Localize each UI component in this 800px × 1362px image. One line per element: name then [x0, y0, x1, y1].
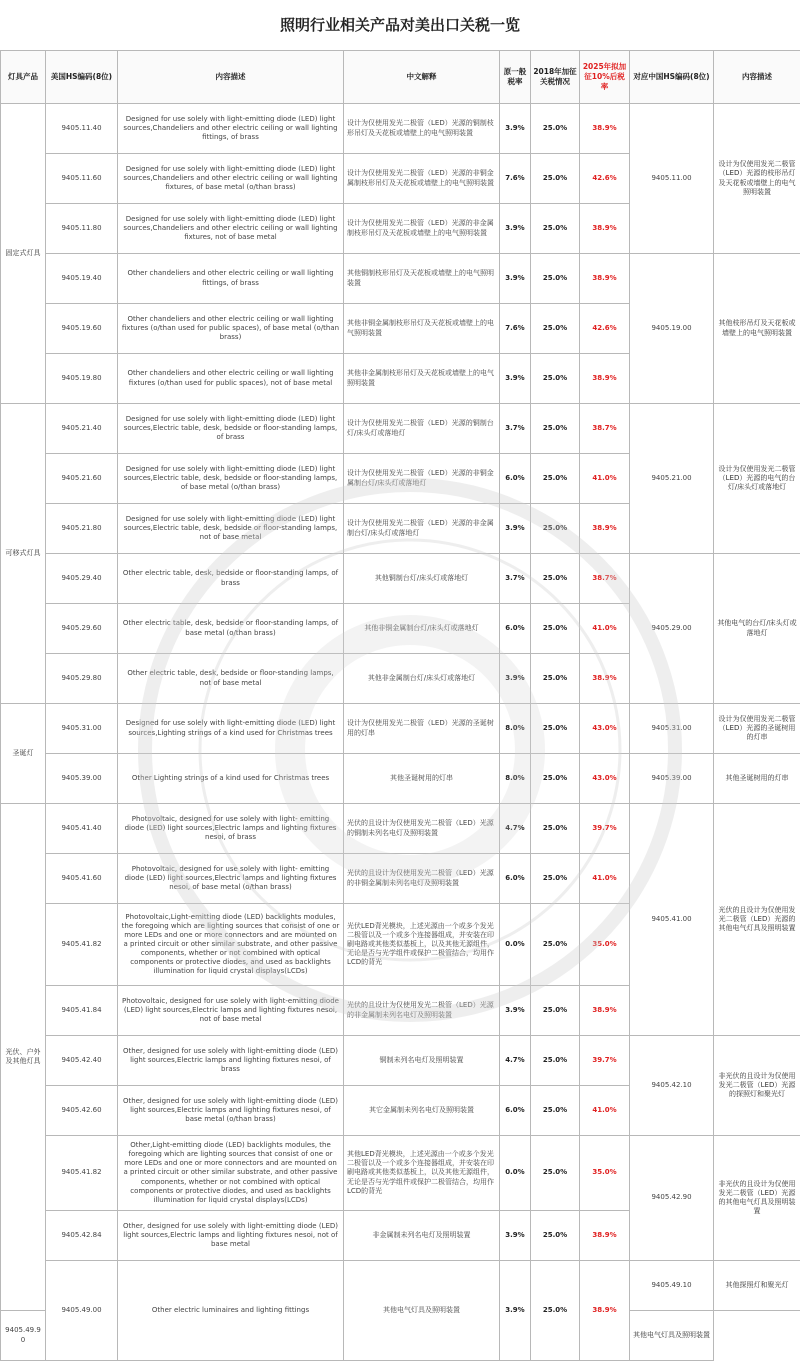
cn-description: 其他圣诞树用的灯串: [714, 754, 800, 804]
base-rate: 6.0%: [500, 454, 531, 504]
us-hs-code: 9405.41.82: [46, 1136, 118, 1211]
table-row: [1, 754, 800, 804]
zh-description: 其他非铜金属制台灯/床头灯或落地灯: [344, 604, 500, 654]
en-description: Other, designed for use solely with light-emitting diode (LED) light sources,Electric lamps and lighting fixtures nesoi, not of base metal: [118, 1211, 344, 1261]
cn-description: 非光伏的且设计为仅使用发光二极管（LED）光源的探照灯和聚光灯: [714, 1036, 800, 1136]
en-description: Designed for use solely with light-emitting diode (LED) light sources,Electric table, desk, bedside or floor-standing lamps, not of base metal: [118, 504, 344, 554]
base-rate: 3.9%: [500, 504, 531, 554]
us-hs-code: 9405.19.80: [46, 354, 118, 404]
en-description: Photovoltaic, designed for use solely with light- emitting diode (LED) light sources,Electric lamps and lighting fixtures nesoi, of base metal (o/than brass): [118, 854, 344, 904]
tariff-2025: 41.0%: [580, 854, 630, 904]
header-base-rate: 原一般税率: [500, 51, 531, 104]
cn-description: 设计为仅使用发光二极管（LED）光源的电气的台灯/床头灯或落地灯: [714, 404, 800, 554]
table-row: [1, 104, 800, 154]
table-row: [1, 554, 800, 604]
us-hs-code: 9405.21.40: [46, 404, 118, 454]
en-description: Designed for use solely with light-emitting diode (LED) light sources,Chandeliers and other electric ceiling or wall lighting fittings, of brass: [118, 104, 344, 154]
tariff-2025: 38.7%: [580, 554, 630, 604]
us-hs-code: 9405.42.40: [46, 1036, 118, 1086]
zh-description: 其他非铜金属制枝形吊灯及天花板或墙壁上的电气照明装置: [344, 304, 500, 354]
tariff-2018: 25.0%: [531, 754, 580, 804]
en-description: Other chandeliers and other electric ceiling or wall lighting fixtures (o/than used for public spaces), not of base metal: [118, 354, 344, 404]
us-hs-code: 9405.29.40: [46, 554, 118, 604]
tariff-2018: 25.0%: [531, 404, 580, 454]
zh-description: 光伏的且设计为仅使用发光二极管（LED）光源的非金属制未列名电灯及照明装置: [344, 986, 500, 1036]
base-rate: 3.9%: [500, 986, 531, 1036]
cn-hs-code: 9405.29.00: [630, 554, 714, 704]
base-rate: 7.6%: [500, 154, 531, 204]
base-rate: 0.0%: [500, 1136, 531, 1211]
en-description: Designed for use solely with light-emitting diode (LED) light sources,Electric table, desk, bedside or floor-standing lamps, of brass: [118, 404, 344, 454]
page-title: 照明行业相关产品对美出口关税一览: [279, 16, 520, 34]
tariff-2018: 25.0%: [531, 604, 580, 654]
header-category: 灯具产品: [1, 51, 46, 104]
en-description: Other,Light-emitting diode (LED) backlights modules, the foregoing which are lighting sources that consist of one or more LEDs and one or more connectors and are mounted on a printed circuit or other similar substrate, and other passive components, whether or not combined with optical components or protective diodes, and used as backlights illumination for liquid crystal displays(LCDs): [118, 1136, 344, 1211]
zh-description: 其它金属制未列名电灯及照明装置: [344, 1086, 500, 1136]
base-rate: 6.0%: [500, 1086, 531, 1136]
table-row: [1, 1036, 800, 1086]
header-cn-desc: 内容描述: [714, 51, 800, 104]
tariff-2025: 39.7%: [580, 1036, 630, 1086]
zh-description: 设计为仅使用发光二极管（LED）光源的非金属制台灯/床头灯或落地灯: [344, 504, 500, 554]
tariff-2018: 25.0%: [531, 1136, 580, 1211]
base-rate: 8.0%: [500, 704, 531, 754]
base-rate: 3.9%: [500, 254, 531, 304]
en-description: Other electric table, desk, bedside or floor-standing lamps, of base metal (o/than brass): [118, 604, 344, 654]
cn-hs-code: 9405.42.10: [630, 1036, 714, 1136]
en-description: Designed for use solely with light-emitting diode (LED) light sources,Chandeliers and other electric ceiling or wall lighting fixtures, of base metal (o/than brass): [118, 154, 344, 204]
us-hs-code: 9405.49.00: [46, 1261, 118, 1361]
category-cell: 固定式灯具: [1, 104, 46, 404]
en-description: Other electric table, desk, bedside or floor-standing lamps, not of base metal: [118, 654, 344, 704]
cn-hs-code: 9405.31.00: [630, 704, 714, 754]
table-row: [1, 704, 800, 754]
category-cell: 圣诞灯: [1, 704, 46, 804]
base-rate: 3.7%: [500, 404, 531, 454]
base-rate: 8.0%: [500, 754, 531, 804]
tariff-2018: 25.0%: [531, 504, 580, 554]
tariff-2025: 38.9%: [580, 204, 630, 254]
en-description: Photovoltaic, designed for use solely with light-emitting diode (LED) light sources,Electric lamps and lighting fixtures nesoi, not of base metal: [118, 986, 344, 1036]
us-hs-code: 9405.11.40: [46, 104, 118, 154]
tariff-2025: 38.9%: [580, 104, 630, 154]
us-hs-code: 9405.41.60: [46, 854, 118, 904]
cn-hs-code: 9405.42.90: [630, 1136, 714, 1261]
cn-description: 设计为仅使用发光二极管（LED）光源的圣诞树用的灯串: [714, 704, 800, 754]
us-hs-code: 9405.41.82: [46, 904, 118, 986]
tariff-2018: 25.0%: [531, 704, 580, 754]
en-description: Photovoltaic, designed for use solely with light- emitting diode (LED) light sources,Electric lamps and lighting fixtures nesoi, of brass: [118, 804, 344, 854]
header-desc: 内容描述: [118, 51, 344, 104]
tariff-2025: 38.9%: [580, 654, 630, 704]
table-row: [1, 1136, 800, 1211]
en-description: Other chandeliers and other electric ceiling or wall lighting fittings, of brass: [118, 254, 344, 304]
base-rate: 3.9%: [500, 1261, 531, 1361]
en-description: Designed for use solely with light-emitting diode (LED) light sources,Chandeliers and other electric ceiling or wall lighting fixtures, not of base metal: [118, 204, 344, 254]
base-rate: 4.7%: [500, 804, 531, 854]
cn-description: 其他电气灯具及照明装置: [630, 1311, 714, 1361]
zh-description: 设计为仅使用发光二极管（LED）光源的非铜金属制枝形吊灯及天花板或墙壁上的电气照明装置: [344, 154, 500, 204]
tariff-2018: 25.0%: [531, 204, 580, 254]
tariff-2018: 25.0%: [531, 254, 580, 304]
zh-description: 设计为仅使用发光二极管（LED）光源的圣诞树用的灯串: [344, 704, 500, 754]
en-description: Other Lighting strings of a kind used for Christmas trees: [118, 754, 344, 804]
base-rate: 3.9%: [500, 1211, 531, 1261]
us-hs-code: 9405.21.80: [46, 504, 118, 554]
cn-hs-code: 9405.19.00: [630, 254, 714, 404]
table-row: [1, 404, 800, 454]
tariff-2025: 35.0%: [580, 1136, 630, 1211]
cn-description: 非光伏的且设计为仅使用发光二极管（LED）光源的其他电气灯具及照明装置: [714, 1136, 800, 1261]
base-rate: 3.9%: [500, 204, 531, 254]
en-description: Other, designed for use solely with light-emitting diode (LED) light sources,Electric lamps and lighting fixtures nesoi, of base metal (o/than brass): [118, 1086, 344, 1136]
tariff-2018: 25.0%: [531, 804, 580, 854]
tariff-2025: 38.9%: [580, 254, 630, 304]
zh-description: 设计为仅使用发光二极管（LED）光源的非铜金属制台灯/床头灯或落地灯: [344, 454, 500, 504]
tariff-2018: 25.0%: [531, 554, 580, 604]
tariff-2018: 25.0%: [531, 454, 580, 504]
us-hs-code: 9405.19.40: [46, 254, 118, 304]
zh-description: 其他LED背光模块，上述光源由一个或多个发光二极管以及一个或多个连接器组成，并安装在印刷电路或其他类似基板上，以及其他无源组件，无论是否与光学组件或保护二极管结合，均用作LCD的背光: [344, 1136, 500, 1211]
zh-description: 铜制未列名电灯及照明装置: [344, 1036, 500, 1086]
base-rate: 3.7%: [500, 554, 531, 604]
cn-description: 光伏的且设计为仅使用发光二极管（LED）光源的其他电气灯具及照明装置: [714, 804, 800, 1036]
en-description: Other chandeliers and other electric ceiling or wall lighting fixtures (o/than used for public spaces), of base metal (o/than brass): [118, 304, 344, 354]
en-description: Designed for use solely with light-emitting diode (LED) light sources,Lighting strings of a kind used for Christmas trees: [118, 704, 344, 754]
cn-hs-code: 9405.21.00: [630, 404, 714, 554]
tariff-2018: 25.0%: [531, 154, 580, 204]
category-cell: 光伏、户外及其他灯具: [1, 804, 46, 1311]
table-row: [1, 804, 800, 854]
zh-description: 其他非金属制枝形吊灯及天花板或墙壁上的电气照明装置: [344, 354, 500, 404]
tariff-2025: 41.0%: [580, 1086, 630, 1136]
us-hs-code: 9405.29.80: [46, 654, 118, 704]
zh-description: 其他铜制台灯/床头灯或落地灯: [344, 554, 500, 604]
zh-description: 非金属制未列名电灯及照明装置: [344, 1211, 500, 1261]
tariff-2018: 25.0%: [531, 654, 580, 704]
tariff-2018: 25.0%: [531, 1086, 580, 1136]
header-cn-hs: 对应中国HS编码(8位): [630, 51, 714, 104]
us-hs-code: 9405.42.84: [46, 1211, 118, 1261]
zh-description: 其他电气灯具及照明装置: [344, 1261, 500, 1361]
cn-hs-code: 9405.49.90: [1, 1311, 46, 1361]
category-cell: 可移式灯具: [1, 404, 46, 704]
base-rate: 0.0%: [500, 904, 531, 986]
zh-description: 设计为仅使用发光二极管（LED）光源的铜制枝形吊灯及天花板或墙壁上的电气照明装置: [344, 104, 500, 154]
zh-description: 其他非金属制台灯/床头灯或落地灯: [344, 654, 500, 704]
tariff-2025: 38.9%: [580, 1211, 630, 1261]
zh-description: 其他铜制枝形吊灯及天花板或墙壁上的电气照明装置: [344, 254, 500, 304]
tariff-2025: 43.0%: [580, 704, 630, 754]
tariff-2025: 38.9%: [580, 986, 630, 1036]
tariff-2018: 25.0%: [531, 854, 580, 904]
tariff-2025: 41.0%: [580, 454, 630, 504]
tariff-2018: 25.0%: [531, 304, 580, 354]
en-description: Designed for use solely with light-emitting diode (LED) light sources,Electric table, desk, bedside or floor-standing lamps, of base metal (o/than brass): [118, 454, 344, 504]
base-rate: 4.7%: [500, 1036, 531, 1086]
zh-description: 设计为仅使用发光二极管（LED）光源的铜制台灯/床头灯或落地灯: [344, 404, 500, 454]
us-hs-code: 9405.41.40: [46, 804, 118, 854]
tariff-2025: 41.0%: [580, 604, 630, 654]
zh-description: 光伏的且设计为仅使用发光二极管（LED）光源的铜制未列名电灯及照明装置: [344, 804, 500, 854]
tariff-2025: 38.7%: [580, 404, 630, 454]
base-rate: 6.0%: [500, 604, 531, 654]
cn-hs-code: 9405.11.00: [630, 104, 714, 254]
us-hs-code: 9405.11.60: [46, 154, 118, 204]
tariff-2018: 25.0%: [531, 1261, 580, 1361]
cn-hs-code: 9405.39.00: [630, 754, 714, 804]
us-hs-code: 9405.29.60: [46, 604, 118, 654]
tariff-2025: 35.0%: [580, 904, 630, 986]
tariff-2025: 38.9%: [580, 354, 630, 404]
base-rate: 6.0%: [500, 854, 531, 904]
us-hs-code: 9405.19.60: [46, 304, 118, 354]
header-zh: 中文解释: [344, 51, 500, 104]
us-hs-code: 9405.31.00: [46, 704, 118, 754]
tariff-2025: 38.9%: [580, 504, 630, 554]
cn-description: 其他枝形吊灯及天花板或墙壁上的电气照明装置: [714, 254, 800, 404]
tariff-2018: 25.0%: [531, 354, 580, 404]
header-2025: 2025年拟加征10%后税率: [580, 51, 630, 104]
zh-description: 其他圣诞树用的灯串: [344, 754, 500, 804]
tariff-2025: 39.7%: [580, 804, 630, 854]
zh-description: 光伏LED背光模块，上述光源由一个或多个发光二极管以及一个或多个连接器组成，并安装在印刷电路或其他类似基板上，以及其他无源组件，无论是否与光学组件或保护二极管结合，均用作LCD的背光: [344, 904, 500, 986]
tariff-2025: 42.6%: [580, 154, 630, 204]
table-row: [1, 1261, 800, 1311]
us-hs-code: 9405.11.80: [46, 204, 118, 254]
tariff-2025: 43.0%: [580, 754, 630, 804]
base-rate: 3.9%: [500, 104, 531, 154]
tariff-2018: 25.0%: [531, 104, 580, 154]
tariff-2025: 38.9%: [580, 1261, 630, 1361]
tariff-2018: 25.0%: [531, 904, 580, 986]
us-hs-code: 9405.41.84: [46, 986, 118, 1036]
zh-description: 光伏的且设计为仅使用发光二极管（LED）光源的非铜金属制未列名电灯及照明装置: [344, 854, 500, 904]
en-description: Other, designed for use solely with light-emitting diode (LED) light sources,Electric lamps and lighting fixtures nesoi, of brass: [118, 1036, 344, 1086]
zh-description: 设计为仅使用发光二极管（LED）光源的非金属制枝形吊灯及天花板或墙壁上的电气照明装置: [344, 204, 500, 254]
us-hs-code: 9405.42.60: [46, 1086, 118, 1136]
table-row: [1, 254, 800, 304]
cn-description: 其他探照灯和聚光灯: [714, 1261, 800, 1311]
base-rate: 3.9%: [500, 354, 531, 404]
cn-description: 设计为仅使用发光二极管（LED）光源的枝形吊灯及天花板或墙壁上的电气照明装置: [714, 104, 800, 254]
header-2018: 2018年加征关税情况: [531, 51, 580, 104]
header-us-hs: 美国HS编码(8位): [46, 51, 118, 104]
tariff-2025: 42.6%: [580, 304, 630, 354]
en-description: Photovoltaic,Light-emitting diode (LED) backlights modules, the foregoing which are lighting sources that consist of one or more LEDs and one or more connectors and are mounted on a printed circuit or other similar substrate, and other passive components, whether or not combined with optical components or protective diodes, and used as backlights illumination for liquid crystal displays(LCDs): [118, 904, 344, 986]
cn-hs-code: 9405.49.10: [630, 1261, 714, 1311]
cn-description: 其他电气的台灯/床头灯或落地灯: [714, 554, 800, 704]
us-hs-code: 9405.39.00: [46, 754, 118, 804]
base-rate: 7.6%: [500, 304, 531, 354]
en-description: Other electric luminaires and lighting fittings: [118, 1261, 344, 1361]
tariff-2018: 25.0%: [531, 1211, 580, 1261]
cn-hs-code: 9405.41.00: [630, 804, 714, 1036]
tariff-table: [0, 50, 800, 1361]
tariff-2018: 25.0%: [531, 986, 580, 1036]
us-hs-code: 9405.21.60: [46, 454, 118, 504]
en-description: Other electric table, desk, bedside or floor-standing lamps, of brass: [118, 554, 344, 604]
base-rate: 3.9%: [500, 654, 531, 704]
header-row: [1, 51, 800, 104]
tariff-2018: 25.0%: [531, 1036, 580, 1086]
